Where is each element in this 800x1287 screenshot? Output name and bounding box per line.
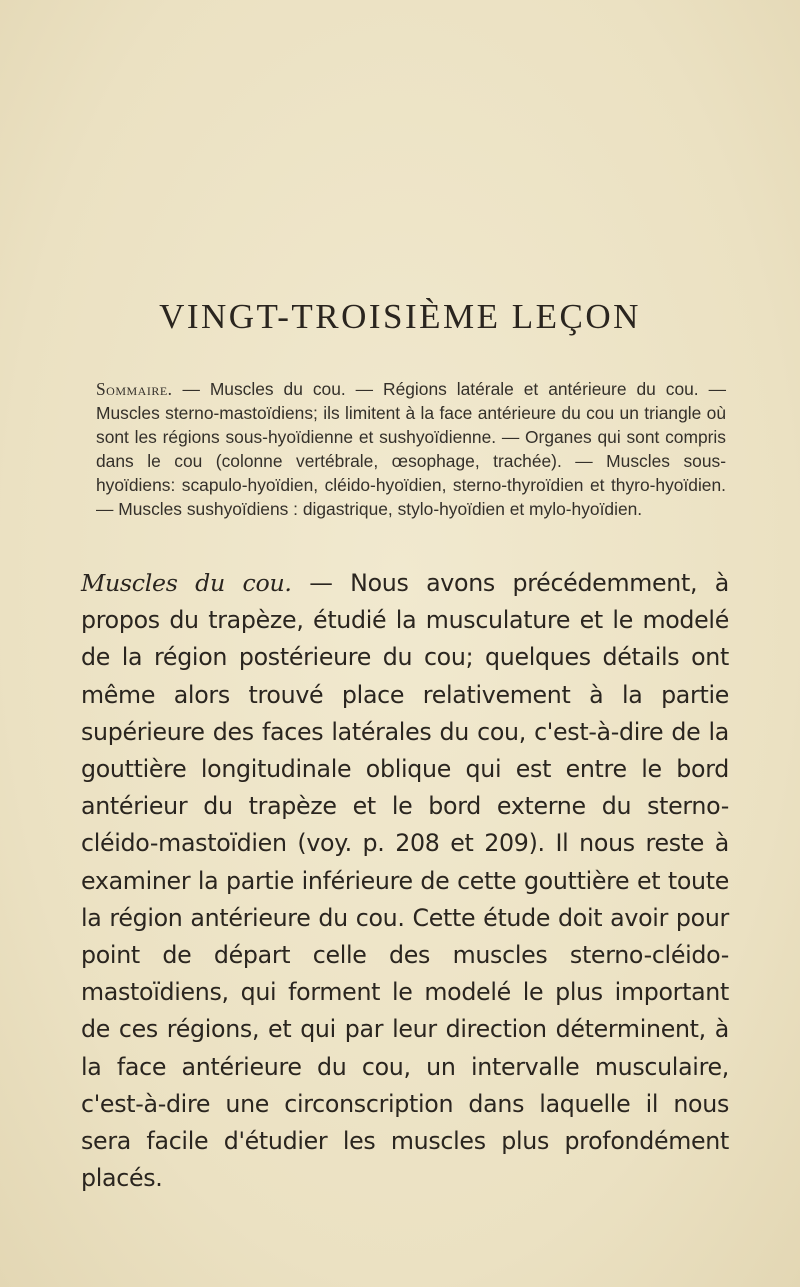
- summary-lead: Sommaire.: [96, 379, 173, 399]
- summary-text: — Muscles du cou. — Régions latérale et antérieure du cou. — Muscles sterno-mastoïdiens; ils limitent à la face antérieure du cou un triangle où sont les régions sous-hyoïdienne et sushyoïdienne. — Organes qui sont compris dans le cou (colonne vertébrale, œsophage, trachée). — Muscles sous-hyoïdiens: scapulo-hyoïdien, cléido-hyoïdien, sterno-thyroïdien et thyro-hyoïdien. — Muscles sushyoïdiens : digastrique, stylo-hyoïdien et mylo-hyoïdien.: [96, 379, 726, 519]
- section-heading: Muscles du cou.: [81, 569, 292, 597]
- paragraph-text: — Nous avons précédemment, à propos du trapèze, étudié la musculature et le modelé de la région postérieure du cou; quelques détails ont même alors trouvé place relativement à la partie supérieure des faces latérales du cou, c'est-à-dire de la gouttière longitudinale oblique qui est entre le bord antérieur du trapèze et le bord externe du sterno-cléido-mastoïdien (voy. p. 208 et 209). Il nous reste à examiner la partie inférieure de cette gouttière et toute la région antérieure du cou. Cette étude doit avoir pour point de départ celle des muscles sterno-cléido-mastoïdiens, qui forment le modelé le plus important de ces régions, et qui par leur direction déterminent, à la face antérieure du cou, un intervalle musculaire, c'est-à-dire une circonscription dans laquelle il nous sera facile d'étudier les muscles plus profondément placés.: [81, 569, 729, 1193]
- body-paragraph: [81, 565, 729, 1197]
- chapter-title: VINGT-TROISIÈME LEÇON: [159, 297, 641, 336]
- chapter-summary: [96, 378, 726, 521]
